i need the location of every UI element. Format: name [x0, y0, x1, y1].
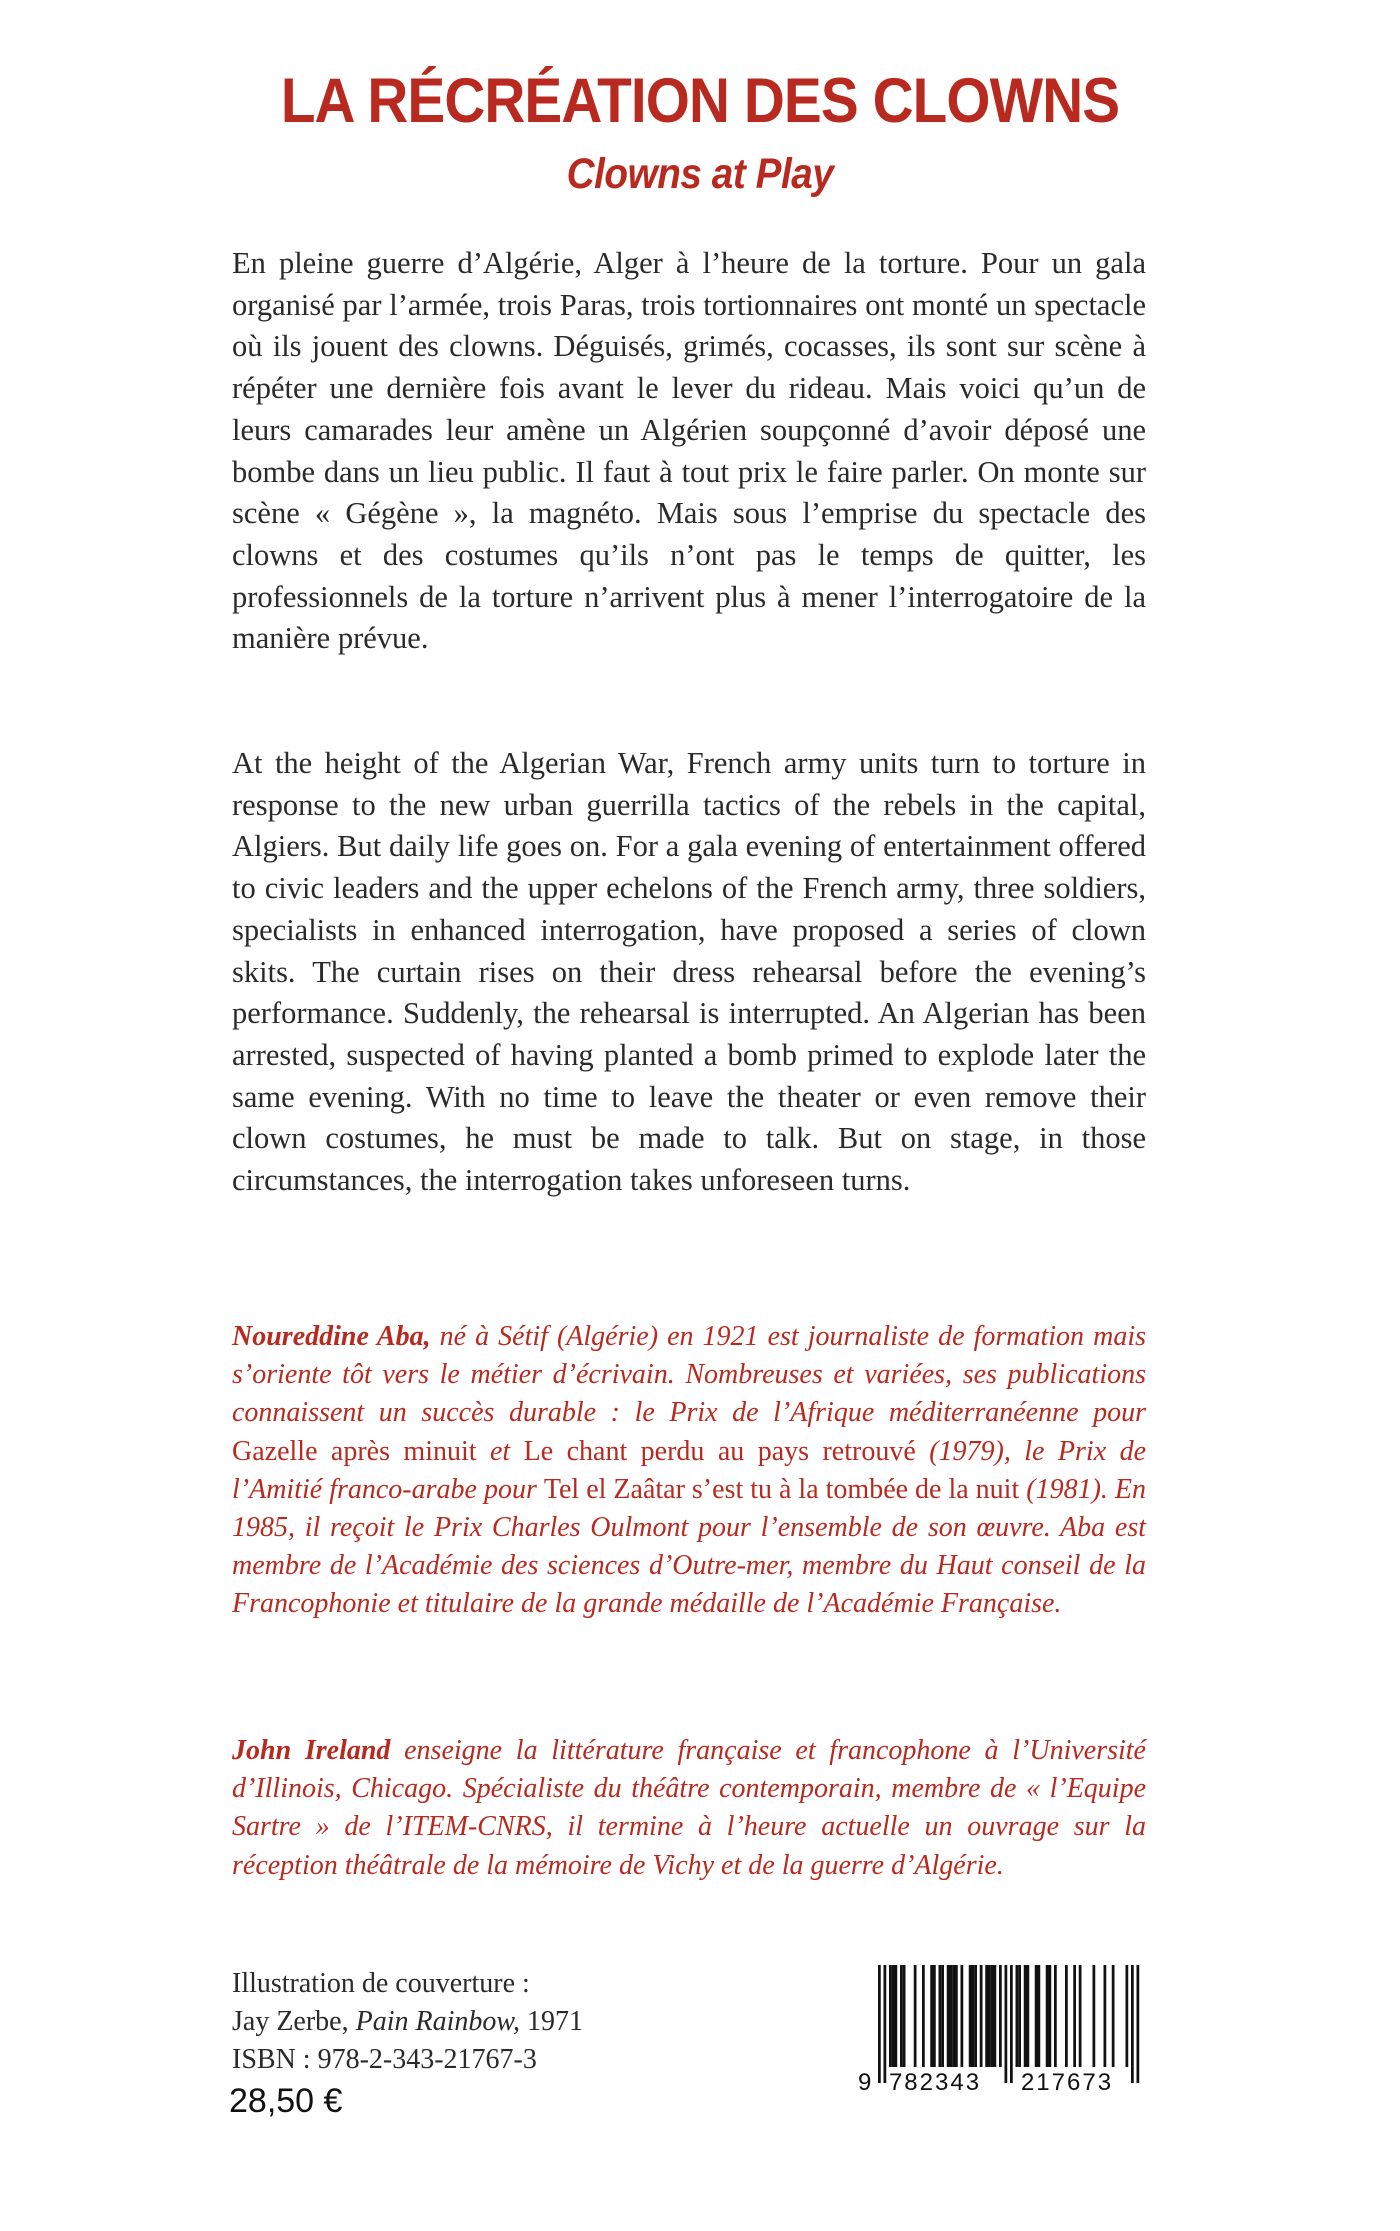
work-title: Tel el Zaâtar s’est tu à la tombée de la nuit	[543, 1473, 1020, 1505]
barcode-bar	[1018, 1965, 1021, 2067]
barcode-bar	[903, 1965, 906, 2067]
barcode-bar	[999, 1965, 1002, 2067]
work-title: Le chant perdu au pays retrouvé	[523, 1435, 916, 1467]
barcode-bar	[1038, 1965, 1041, 2067]
barcode-bar	[900, 1965, 903, 2067]
barcode-bar	[1024, 1965, 1027, 2067]
barcode-lead-digit: 9	[858, 2069, 872, 2096]
credit-label: Illustration de couverture :	[232, 1968, 530, 1999]
barcode-guard-bar	[878, 1965, 881, 2083]
translator-bio-ireland	[232, 1732, 1146, 1885]
barcode-bar	[1065, 1965, 1068, 2067]
barcode-bar	[1112, 1965, 1115, 2067]
barcode-guard-bar	[1010, 1965, 1013, 2083]
barcode-bar	[1035, 1965, 1038, 2067]
bio-text: né à Sétif (Algérie) en 1921 est journaliste de formation mais s’oriente tôt vers le métier d’écrivain. Nombreuses et variées, ses publications connaissent un succès durable : le Prix de l’Afrique méditerranéenne pour	[232, 1321, 1146, 1429]
isbn: ISBN : 978-2-343-21767-3	[232, 2044, 537, 2075]
book-subtitle: Clowns at Play	[566, 150, 834, 198]
barcode-bar	[1027, 1965, 1030, 2067]
barcode	[858, 1965, 1146, 2100]
barcode-bar	[1073, 1965, 1076, 2067]
barcode-bar	[1104, 1965, 1107, 2067]
barcode-bar	[991, 1965, 994, 2067]
barcode-bar	[933, 1965, 936, 2067]
barcode-bar	[947, 1965, 950, 2067]
barcode-bar	[969, 1965, 972, 2067]
bio-text: et	[476, 1435, 524, 1467]
barcode-bar	[1079, 1965, 1082, 2067]
credit-artist-line	[232, 2003, 583, 2041]
price: 28,50 €	[229, 2082, 343, 2120]
barcode-guard-bar	[1131, 1965, 1134, 2083]
barcode-bar	[1054, 1965, 1057, 2067]
barcode-bar	[952, 1965, 955, 2067]
barcode-bar	[955, 1965, 958, 2067]
summary-french: En pleine guerre d’Algérie, Alger à l’heure de la torture. Pour un gala organisé par l’armée, trois Paras, trois tortionnaires ont monté un spectacle où ils jouent des clowns. Déguisés, grimés, cocasses, ils sont sur scène à répéter une dernière fois avant le lever du rideau. Mais voici qu’un de leurs camarades leur amène un Algérien soupçonné d’avoir déposé une bombe dans un lieu public. Il faut à tout prix le faire parler. On monte sur scène « Gégène », la magnéto. Mais sous l’emprise du spectacle des clowns et des costumes qu’ils n’ont pas le temps de quitter, les professionnels de la torture n’arrivent plus à mener l’interrogatoire de la manière prévue.	[232, 246, 1146, 656]
barcode-bar	[1049, 1965, 1052, 2067]
barcode-digits-left: 782343	[888, 2069, 982, 2096]
barcode-bar	[922, 1965, 925, 2067]
barcode-bar	[988, 1965, 991, 2067]
translator-name: John Ireland	[232, 1735, 391, 1766]
barcode-bar	[985, 1965, 988, 2067]
cover-credits	[232, 1965, 583, 2079]
barcode-bar	[1093, 1965, 1096, 2067]
barcode-guard-bar	[1137, 1965, 1140, 2083]
barcode-bar	[961, 1965, 964, 2067]
bio-text: enseigne la littérature française et francophone à l’Université d’Illinois, Chicago. Spécialiste du théâtre contemporain, membre de « l’Equipe Sartre » de l’ITEM-CNRS, il termine à l’heure actuelle un ouvrage sur la réception théâtrale de la mémoire de Vichy et de la guerre d’Algérie.	[232, 1735, 1146, 1881]
barcode-bar	[941, 1965, 944, 2067]
credit-artwork: Pain Rainbow,	[355, 2006, 520, 2037]
barcode-guard-bar	[884, 1965, 887, 2083]
barcode-bar	[930, 1965, 933, 2067]
barcode-bar	[1016, 1965, 1019, 2067]
barcode-guard-bar	[1005, 1965, 1008, 2083]
barcode-digits-right: 217673	[1020, 2069, 1114, 2096]
barcode-bar	[972, 1965, 975, 2067]
barcode-bar	[980, 1965, 983, 2067]
work-title: Gazelle après minuit	[232, 1435, 477, 1467]
barcode-bar	[994, 1965, 997, 2067]
barcode-bar	[889, 1965, 892, 2067]
barcode-bar	[974, 1965, 977, 2067]
bio-text: (1981). En 1985, il reçoit le Prix Charles Oulmont pour l’ensemble de son œuvre. Aba est membre de l’Académie des sciences d’Outre-mer, membre du Haut conseil de la Francophonie et titulaire de la grande médaille de l’Académie Française.	[232, 1473, 1147, 1620]
barcode-bar	[939, 1965, 942, 2067]
barcode-bar	[895, 1965, 898, 2067]
summary-english: At the height of the Algerian War, French army units turn to torture in response to the new urban guerrilla tactics of the rebels in the capital, Algiers. But daily life goes on. For a gala evening of entertainment offered to civic leaders and the upper echelons of the French army, three soldiers, specialists in enhanced interrogation, have proposed a series of clown skits. The curtain rises on their dress rehearsal before the evening’s performance. Suddenly, the rehearsal is interrupted. An Algerian has been arrested, suspected of having planted a bomb primed to explode later the same evening. With no time to leave the theater or even remove their clown costumes, he must be made to talk. But on stage, in those circumstances, the interrogation takes unforeseen turns.	[232, 746, 1146, 1198]
bio-text: (1979), le Prix de l’Amitié franco-arabe pour	[232, 1435, 1146, 1505]
author-name: Noureddine Aba,	[232, 1321, 431, 1352]
book-title: LA RÉCRÉATION DES CLOWNS	[280, 66, 1120, 136]
author-bio-aba	[232, 1318, 1146, 1624]
barcode-bar	[1046, 1965, 1049, 2067]
credit-year: 1971	[519, 2006, 583, 2037]
barcode-bar	[914, 1965, 917, 2067]
credit-artist: Jay Zerbe,	[232, 2006, 356, 2037]
barcode-bar	[892, 1965, 895, 2067]
barcode-bar	[950, 1965, 953, 2067]
barcode-bar	[1126, 1965, 1129, 2067]
